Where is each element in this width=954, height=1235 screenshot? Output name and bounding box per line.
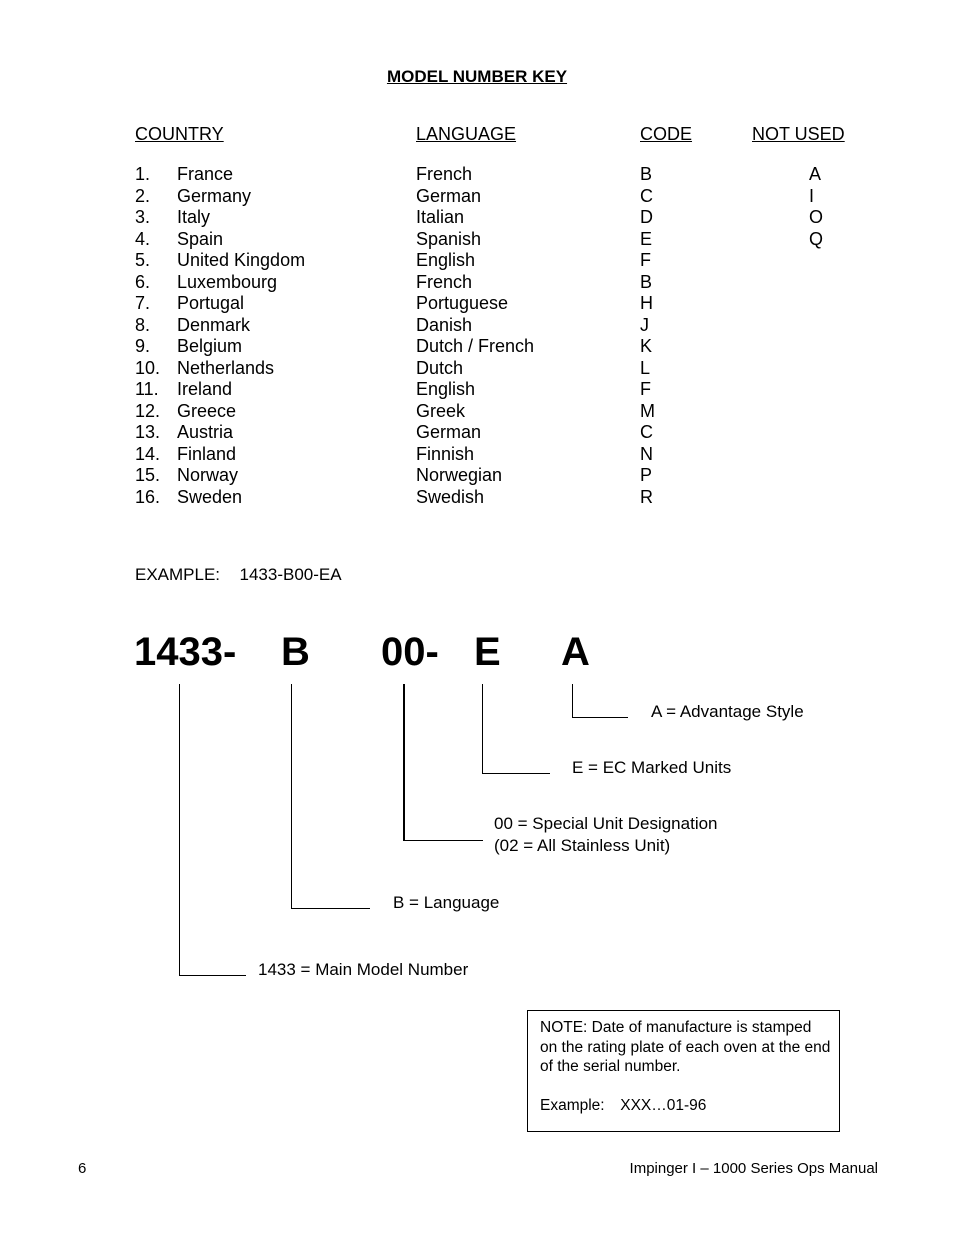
row-code: C (640, 422, 653, 442)
row-number: 9. (135, 336, 151, 356)
row-country: United Kingdom (177, 250, 306, 270)
row-code: N (640, 443, 653, 464)
row-not-used: A (809, 164, 822, 184)
country-header: COUNTRY (135, 124, 224, 144)
table-row (0, 487, 954, 508)
label-special-unit: 00 = Special Unit Designation (494, 814, 718, 833)
connector-e-horizontal (482, 773, 550, 774)
row-number: 16. (135, 486, 161, 507)
row-country: Luxembourg (177, 271, 278, 292)
row-code: C (640, 185, 653, 206)
connector-main-vertical (179, 684, 180, 976)
table-row (0, 229, 954, 250)
model-part-main: 1433- (134, 630, 237, 674)
model-part-language: B (281, 630, 310, 674)
row-country: Finland (177, 443, 237, 464)
label-stainless: (02 = All Stainless Unit) (494, 836, 671, 855)
example-line (135, 565, 342, 585)
label-main-model: 1433 = Main Model Number (258, 960, 469, 979)
connector-e-vertical (482, 684, 483, 774)
row-number: 4. (135, 228, 151, 249)
connector-00-horizontal (403, 840, 483, 841)
connector-00-vertical (403, 684, 405, 841)
not-used-header: NOT USED (752, 124, 845, 144)
row-language: Spanish (416, 228, 482, 249)
table-row (0, 186, 954, 207)
row-language: Swedish (416, 486, 485, 507)
model-part-special: 00- (381, 630, 439, 674)
label-advantage-style: A = Advantage Style (651, 702, 804, 721)
row-language: English (416, 379, 476, 399)
row-language: German (416, 185, 482, 206)
table-row (0, 465, 954, 486)
row-language: French (416, 164, 473, 184)
row-language: German (416, 422, 482, 442)
row-country: Denmark (177, 314, 251, 335)
row-number: 5. (135, 250, 151, 270)
row-language: Danish (416, 314, 473, 335)
note-box (527, 1010, 840, 1132)
table-row (0, 401, 954, 422)
table-row (0, 379, 954, 400)
row-not-used: I (809, 185, 815, 206)
model-part-ec: E (474, 630, 501, 674)
row-code: B (640, 271, 653, 292)
table-row (0, 444, 954, 465)
row-code: D (640, 207, 653, 227)
connector-a-horizontal (572, 717, 628, 718)
row-country: Austria (177, 422, 234, 442)
row-country: Italy (177, 207, 211, 227)
table-row (0, 315, 954, 336)
row-number: 10. (135, 357, 161, 378)
row-code: J (640, 314, 649, 335)
row-language: Portuguese (416, 293, 509, 313)
table-row (0, 164, 954, 185)
row-code: F (640, 250, 651, 270)
row-not-used: O (809, 207, 824, 227)
manual-title: Impinger I – 1000 Series Ops Manual (629, 1160, 878, 1177)
note-example-value: XXX…01-96 (620, 1097, 707, 1114)
table-row (0, 336, 954, 357)
row-not-used: Q (809, 228, 824, 249)
row-code: E (640, 228, 653, 249)
row-code: L (640, 357, 651, 378)
row-number: 1. (135, 164, 151, 184)
row-number: 6. (135, 271, 151, 292)
row-country: Ireland (177, 379, 233, 399)
row-code: K (640, 336, 653, 356)
row-code: B (640, 164, 653, 184)
row-country: Norway (177, 465, 239, 485)
row-country: Greece (177, 400, 237, 421)
connector-b-vertical (291, 684, 292, 909)
label-language: B = Language (393, 893, 500, 912)
table-row (0, 422, 954, 443)
row-language: Greek (416, 400, 466, 421)
table-row (0, 358, 954, 379)
row-number: 14. (135, 443, 161, 464)
connector-main-horizontal (179, 975, 246, 976)
row-country: France (177, 164, 234, 184)
page-title: MODEL NUMBER KEY (386, 67, 568, 86)
row-code: P (640, 465, 653, 485)
label-ec-marked: E = EC Marked Units (572, 758, 732, 777)
table-row (0, 250, 954, 271)
note-text: NOTE: Date of manufacture is stamped on the rating plate of each oven at the end of the serial number. (540, 1019, 831, 1075)
row-country: Sweden (177, 486, 243, 507)
row-language: Dutch (416, 357, 464, 378)
row-code: M (640, 400, 655, 421)
table-row (0, 272, 954, 293)
row-number: 15. (135, 465, 161, 485)
table-row (0, 207, 954, 228)
row-country: Portugal (177, 293, 245, 313)
note-example (540, 1097, 706, 1115)
row-country: Germany (177, 185, 252, 206)
row-language: English (416, 250, 476, 270)
table-row (0, 293, 954, 314)
row-code: H (640, 293, 653, 313)
note-example-label: Example: (540, 1097, 605, 1114)
connector-a-vertical (572, 684, 573, 718)
row-number: 11. (135, 379, 159, 399)
row-country: Spain (177, 228, 224, 249)
row-language: Dutch / French (416, 336, 535, 356)
example-label: EXAMPLE: (135, 565, 221, 584)
row-number: 12. (135, 400, 161, 421)
row-language: Finnish (416, 443, 475, 464)
row-language: Italian (416, 207, 465, 227)
row-number: 13. (135, 422, 161, 442)
language-header: LANGUAGE (416, 124, 517, 144)
row-code: R (640, 486, 653, 507)
code-header: CODE (640, 124, 693, 144)
row-country: Belgium (177, 336, 243, 356)
row-country: Netherlands (177, 357, 275, 378)
row-language: French (416, 271, 473, 292)
row-language: Norwegian (416, 465, 503, 485)
row-code: F (640, 379, 651, 399)
page-number: 6 (78, 1160, 87, 1177)
row-number: 8. (135, 314, 151, 335)
connector-b-horizontal (291, 908, 370, 909)
model-part-style: A (561, 630, 590, 674)
row-number: 3. (135, 207, 151, 227)
row-number: 2. (135, 185, 151, 206)
row-number: 7. (135, 293, 151, 313)
example-value: 1433-B00-EA (239, 565, 342, 584)
